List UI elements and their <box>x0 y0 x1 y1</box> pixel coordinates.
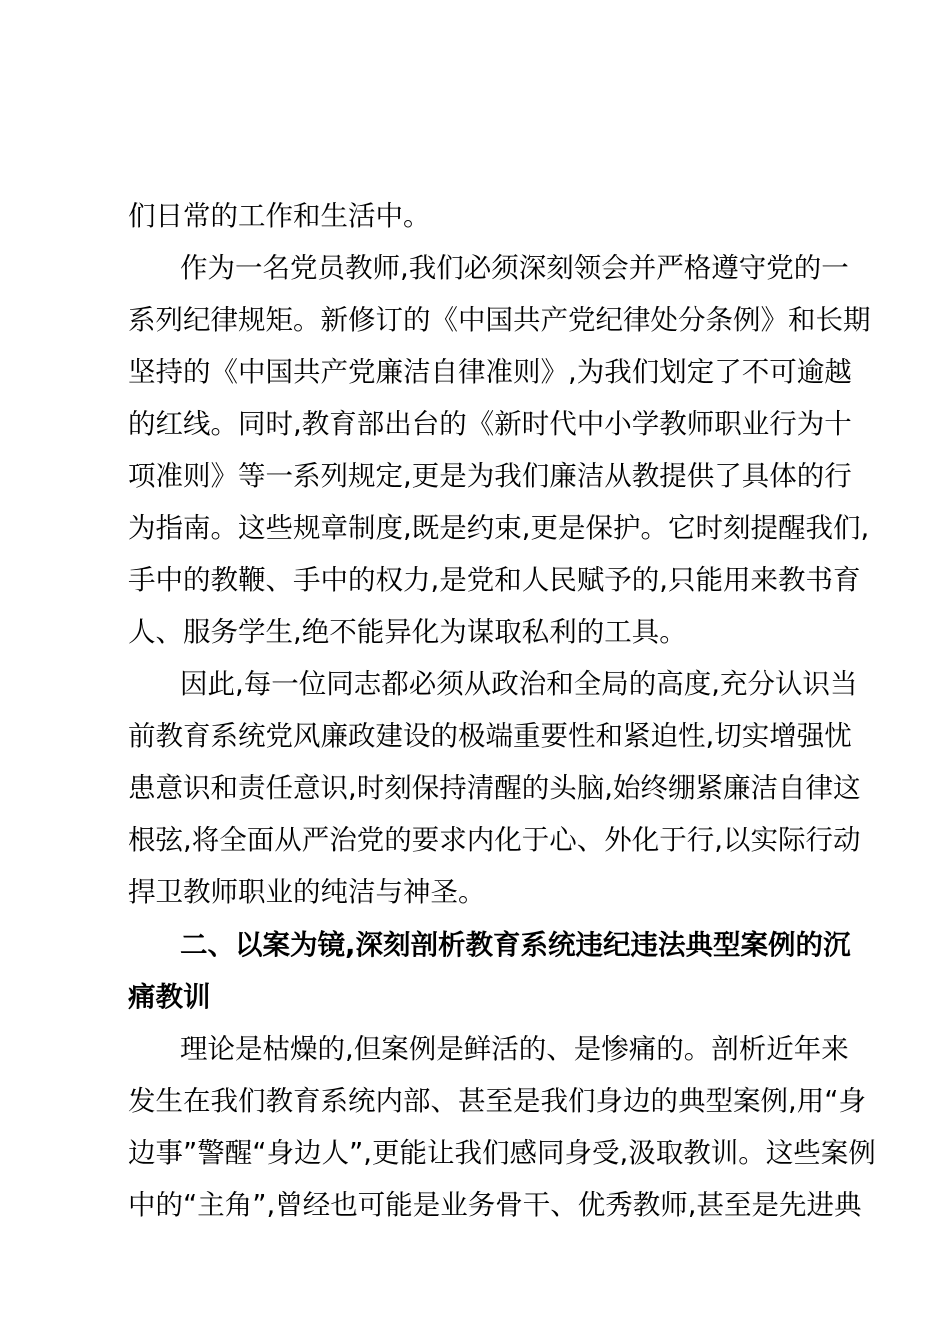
body-text-line: 患意识和责任意识,时刻保持清醒的头脑,始终绷紧廉洁自律这 <box>128 772 861 804</box>
body-text-line: 坚持的《中国共产党廉洁自律准则》,为我们划定了不可逾越 <box>128 356 852 388</box>
body-text-line: 的红线。同时,教育部出台的《新时代中小学教师职业行为十 <box>128 408 852 440</box>
body-text-line: 们日常的工作和生活中。 <box>128 200 431 232</box>
body-text-line: 捍卫教师职业的纯洁与神圣。 <box>128 876 486 908</box>
body-text-line: 系列纪律规矩。新修订的《中国共产党纪律处分条例》和长期 <box>128 304 871 336</box>
body-text-line: 作为一名党员教师,我们必须深刻领会并严格遵守党的一 <box>180 252 849 284</box>
body-text-line: 前教育系统党风廉政建设的极端重要性和紧迫性,切实增强忧 <box>128 720 852 752</box>
body-text-line: 理论是枯燥的,但案例是鲜活的、是惨痛的。剖析近年来 <box>180 1033 849 1065</box>
body-text-line: 项准则》等一系列规定,更是为我们廉洁从教提供了具体的行 <box>128 460 852 492</box>
body-text-line: 因此,每一位同志都必须从政治和全局的高度,充分认识当 <box>180 668 858 700</box>
body-text-line: 根弦,将全面从严治党的要求内化于心、外化于行,以实际行动 <box>128 824 861 856</box>
section-heading-line: 二、以案为镜,深刻剖析教育系统违纪违法典型案例的沉 <box>180 929 851 961</box>
body-text-line: 手中的教鞭、手中的权力,是党和人民赋予的,只能用来教书育 <box>128 564 861 596</box>
section-heading-line: 痛教训 <box>128 981 211 1013</box>
body-text-line: 发生在我们教育系统内部、甚至是我们身边的典型案例,用“身 <box>128 1085 866 1117</box>
body-text-line: 边事”警醒“身边人”,更能让我们感同身受,汲取教训。这些案例 <box>128 1137 876 1169</box>
body-text-line: 人、服务学生,绝不能异化为谋取私利的工具。 <box>128 616 687 648</box>
body-text-line: 为指南。这些规章制度,既是约束,更是保护。它时刻提醒我们, <box>128 512 870 544</box>
body-text-line: 中的“主角”,曾经也可能是业务骨干、优秀教师,甚至是先进典 <box>128 1189 862 1221</box>
